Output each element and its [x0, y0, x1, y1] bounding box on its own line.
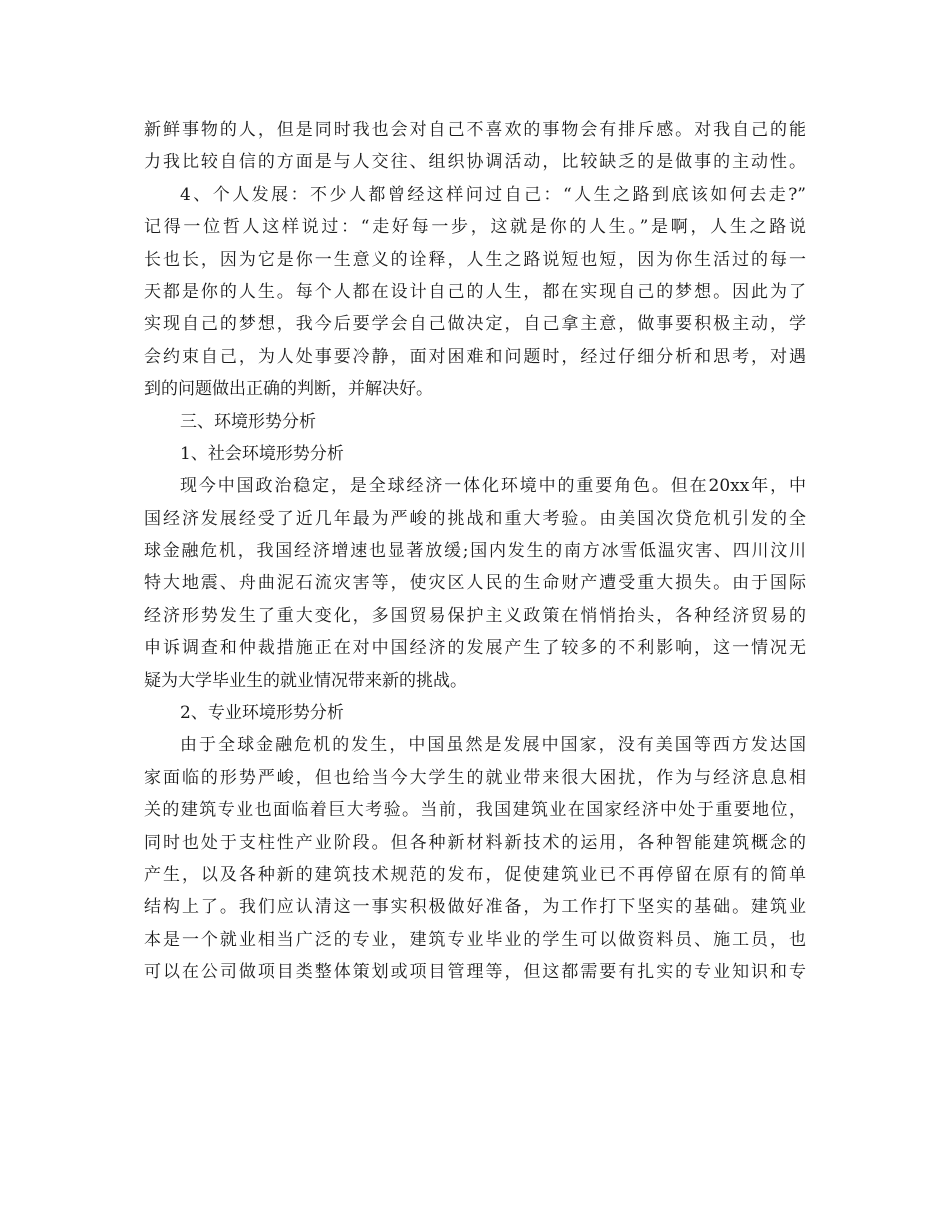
document-body [144, 114, 806, 989]
text-line: 到的问题做出正确的判断，并解决好。 [144, 379, 433, 400]
text-line: 会约束自己，为人处事要冷静，面对困难和问题时，经过仔细分析和思考，对遇 [144, 346, 806, 367]
text-line: 天都是你的人生。每个人都在设计自己的人生，都在实现自己的梦想。因此为了 [144, 281, 806, 302]
text-line: 产生，以及各种新的建筑技术规范的发布，促使建筑业已不再停留在原有的简单 [144, 864, 806, 885]
text-line: 国经济发展经受了近几年最为严峻的挑战和重大考验。由美国次贷危机引发的全 [144, 508, 806, 529]
text-line: 同时也处于支柱性产业阶段。但各种新材料新技术的运用，各种智能建筑概念的 [144, 832, 806, 853]
text-line: 经济形势发生了重大变化，多国贸易保护主义政策在悄悄抬头，各种经济贸易的 [144, 605, 806, 626]
text-line: 球金融危机，我国经济增速也显著放缓;国内发生的南方冰雪低温灾害、四川汶川 [144, 541, 806, 562]
text-line: 申诉调查和仲裁措施正在对中国经济的发展产生了较多的不利影响，这一情况无 [144, 638, 806, 659]
text-line: 4、个人发展：不少人都曾经这样问过自己：“人生之路到底该如何去走?” [180, 184, 806, 205]
text-line: 新鲜事物的人，但是同时我也会对自己不喜欢的事物会有排斥感。对我自己的能 [144, 120, 806, 140]
text-line: 由于全球金融危机的发生，中国虽然是发展中国家，没有美国等西方发达国 [180, 735, 806, 756]
text-line: 实现自己的梦想，我今后要学会自己做决定，自己拿主意，做事要积极主动，学 [144, 314, 806, 335]
text-line: 1、社会环境形势分析 [180, 443, 344, 464]
text-line: 关的建筑专业也面临着巨大考验。当前，我国建筑业在国家经济中处于重要地位， [144, 800, 806, 821]
text-line: 家面临的形势严峻，但也给当今大学生的就业带来很大困扰，作为与经济息息相 [144, 767, 806, 788]
text-line: 结构上了。我们应认清这一事实积极做好准备，为工作打下坚实的基础。建筑业 [144, 897, 806, 918]
text-line: 疑为大学毕业生的就业情况带来新的挑战。 [144, 670, 467, 691]
text-line: 三、环境形势分析 [180, 411, 316, 432]
text-line: 长也长，因为它是你一生意义的诠释，人生之路说短也短，因为你生活过的每一 [144, 249, 806, 270]
text-line: 本是一个就业相当广泛的专业，建筑专业毕业的学生可以做资料员、施工员，也 [144, 929, 806, 950]
text-line: 特大地震、舟曲泥石流灾害等，使灾区人民的生命财产遭受重大损失。由于国际 [144, 573, 806, 594]
text-line: 力我比较自信的方面是与人交往、组织协调活动，比较缺乏的是做事的主动性。 [144, 152, 806, 173]
text-line: 现今中国政治稳定，是全球经济一体化环境中的重要角色。但在20xx年，中 [180, 476, 806, 497]
text-line: 可以在公司做项目类整体策划或项目管理等，但这都需要有扎实的专业知识和专 [144, 962, 806, 983]
text-line: 2、专业环境形势分析 [180, 703, 344, 724]
text-line: 记得一位哲人这样说过：“走好每一步，这就是你的人生。”是啊，人生之路说 [144, 217, 806, 238]
